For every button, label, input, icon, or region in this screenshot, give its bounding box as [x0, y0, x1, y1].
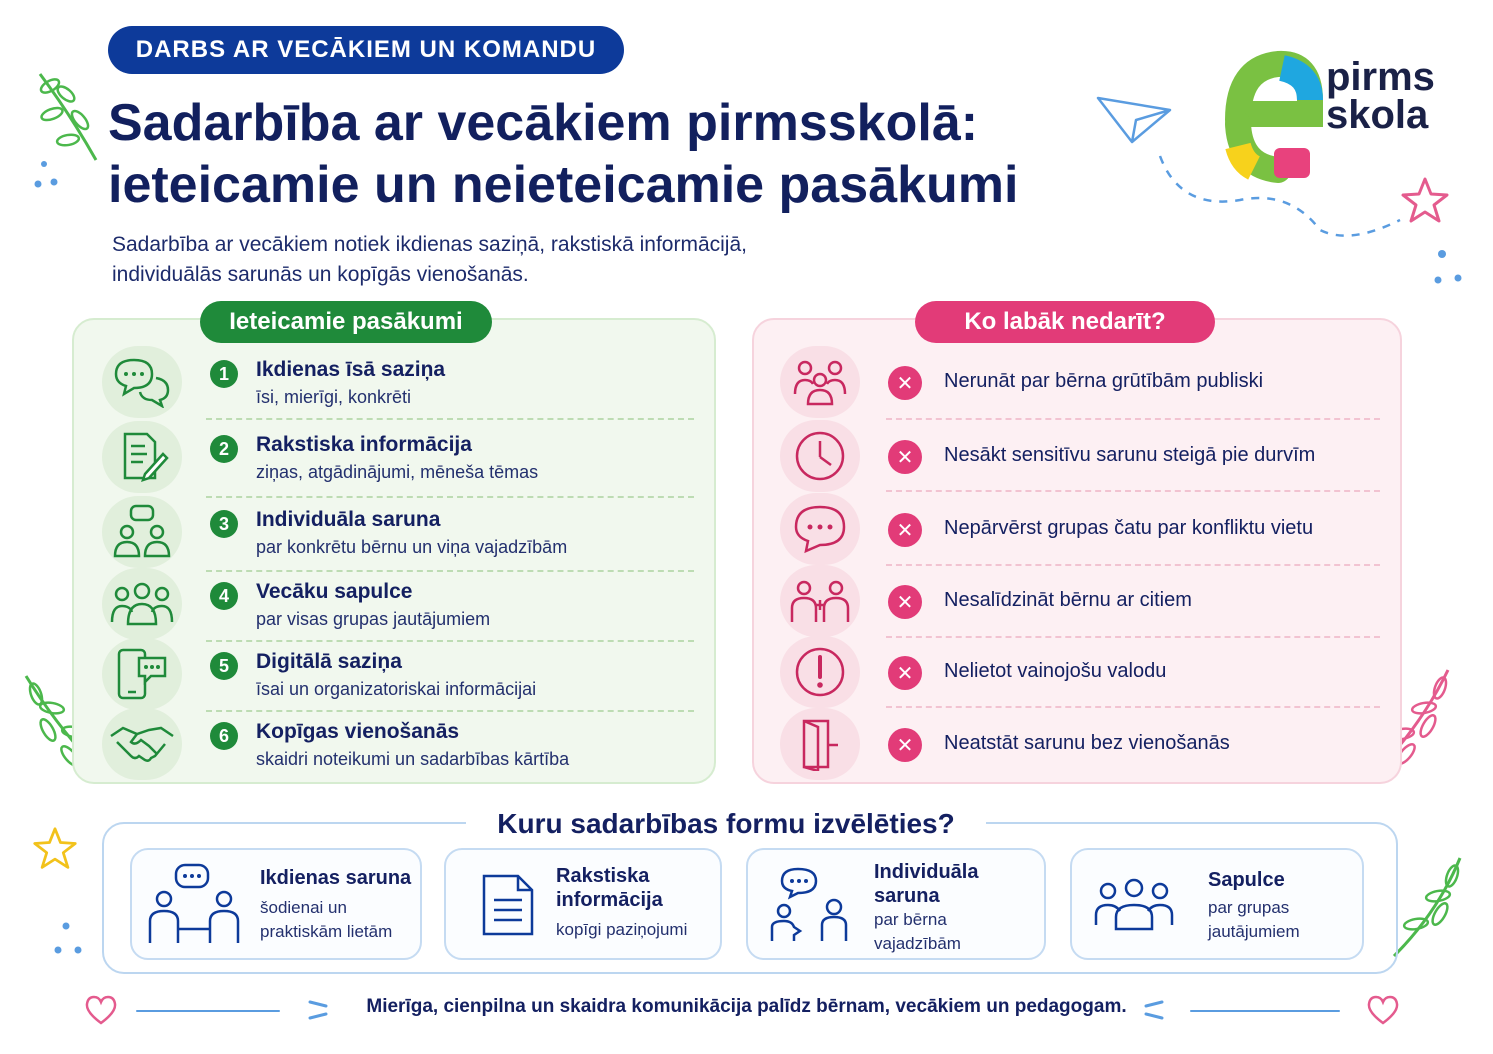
- form-card: [746, 848, 1046, 960]
- dots-icon: [50, 920, 90, 960]
- item-title: Digitālā saziņa: [256, 650, 402, 673]
- divider: [206, 418, 694, 420]
- card-title: Rakstiska informācija: [556, 865, 663, 911]
- footer-line: [1190, 1010, 1340, 1012]
- compare-people-icon: [780, 565, 860, 637]
- cross-icon: ✕: [888, 728, 922, 762]
- list-item: [754, 420, 1404, 492]
- card-subtitle: šodienai un praktiskām lietām: [260, 898, 393, 941]
- item-title: Rakstiska informācija: [256, 433, 472, 456]
- card-title: Individuāla saruna: [874, 861, 979, 907]
- step-number: 1: [210, 360, 238, 388]
- people-icon: [780, 346, 860, 418]
- two-people-talk-icon: [102, 496, 182, 568]
- item-text: Nesalīdzināt bērnu ar citiem: [944, 589, 1192, 611]
- item-subtitle: īsai un organizatoriskai informācijai: [256, 679, 537, 699]
- avoid-panel: [752, 318, 1402, 784]
- item-subtitle: īsi, mierīgi, konkrēti: [256, 387, 412, 407]
- item-text: Nesākt sensitīvu sarunu steigā pie durvīm: [944, 444, 1316, 466]
- step-number: 3: [210, 510, 238, 538]
- list-item: [754, 493, 1404, 565]
- list-item: [74, 708, 718, 780]
- step-number: 4: [210, 582, 238, 610]
- step-number: 6: [210, 722, 238, 750]
- item-text: Neatstāt sarunu bez vienošanās: [944, 732, 1230, 754]
- list-item: [74, 421, 718, 493]
- divider: [886, 490, 1380, 492]
- page-title: Sadarbība ar vecākiem pirmsskolā: ieteicamie un neieteicamie pasākumi: [108, 94, 1019, 214]
- item-title: Vecāku sapulce: [256, 580, 413, 603]
- chat-bubbles-icon: [102, 346, 182, 418]
- group-icon: [102, 568, 182, 640]
- daily-talk-icon: [144, 860, 244, 950]
- item-subtitle: par konkrētu bērnu un viņa vajadzībām: [256, 537, 568, 557]
- list-item: [74, 496, 718, 568]
- footer-text: Mierīga, cienpilna un skaidra komunikācija palīdz bērnam, vecākiem un pedagogam.: [366, 996, 1127, 1017]
- meeting-group-icon: [1084, 860, 1184, 950]
- section-tag: DARBS AR VECĀKIEM UN KOMANDU: [108, 26, 624, 74]
- form-card: [444, 848, 722, 960]
- avoid-heading: Ko labāk nedarīt?: [915, 301, 1215, 343]
- card-subtitle: kopīgi paziņojumi: [556, 920, 688, 939]
- item-subtitle: skaidri noteikumi un sadarbības kārtība: [256, 749, 570, 769]
- card-subtitle: par bērna vajadzībām: [874, 910, 961, 953]
- choose-heading: Kuru sadarbības formu izvēlēties?: [466, 806, 986, 842]
- list-item: [754, 346, 1404, 418]
- document-pen-icon: [102, 421, 182, 493]
- recommended-heading: Ieteicamie pasākumi: [200, 301, 492, 343]
- door-icon: [780, 708, 860, 780]
- cross-icon: ✕: [888, 585, 922, 619]
- form-card: [130, 848, 422, 960]
- star-icon: [30, 826, 80, 872]
- intro-text: Sadarbība ar vecākiem notiek ikdienas saziņā, rakstiskā informācijā, individuālās sarunās un kopīgās vienošanās.: [112, 233, 747, 286]
- leaf-branch-icon: [30, 64, 102, 164]
- item-text: Nepārvērst grupas čatu par konfliktu vietu: [944, 517, 1314, 539]
- list-item: [754, 708, 1404, 780]
- step-number: 5: [210, 652, 238, 680]
- exclamation-icon: [780, 636, 860, 708]
- item-title: Individuāla saruna: [256, 508, 441, 531]
- item-text: Nerunāt par bērna grūtībām publiski: [944, 370, 1264, 392]
- item-title: Ikdienas īsā saziņa: [256, 358, 446, 381]
- form-card: [1070, 848, 1364, 960]
- dots-icon: [30, 158, 70, 198]
- list-item: [74, 638, 718, 710]
- chat-icon: [780, 493, 860, 565]
- logo-wordmark: pirms skola: [1326, 55, 1435, 137]
- recommended-panel: [72, 318, 716, 784]
- list-item: [74, 346, 718, 418]
- accent-mark-icon: [1140, 998, 1166, 1022]
- document-icon: [458, 860, 558, 950]
- phone-chat-icon: [102, 638, 182, 710]
- item-subtitle: ziņas, atgādinājumi, mēneša tēmas: [256, 462, 539, 482]
- list-item: [754, 565, 1404, 637]
- item-subtitle: par visas grupas jautājumiem: [256, 609, 491, 629]
- cross-icon: ✕: [888, 440, 922, 474]
- cross-icon: ✕: [888, 656, 922, 690]
- card-title: Sapulce: [1208, 869, 1285, 891]
- cross-icon: ✕: [888, 366, 922, 400]
- item-text: Nelietot vainojošu valodu: [944, 660, 1167, 682]
- card-title: Ikdienas saruna: [260, 867, 412, 889]
- dots-icon: [1430, 248, 1470, 288]
- individual-talk-icon: [760, 860, 860, 950]
- list-item: [754, 636, 1404, 708]
- item-title: Kopīgas vienošanās: [256, 720, 460, 743]
- card-subtitle: par grupas jautājumiem: [1208, 898, 1300, 941]
- leaf-branch-icon: [1388, 852, 1468, 962]
- handshake-icon: [102, 708, 182, 780]
- step-number: 2: [210, 435, 238, 463]
- list-item: [74, 568, 718, 640]
- clock-icon: [780, 420, 860, 492]
- heart-icon: [1366, 994, 1400, 1026]
- cross-icon: ✕: [888, 513, 922, 547]
